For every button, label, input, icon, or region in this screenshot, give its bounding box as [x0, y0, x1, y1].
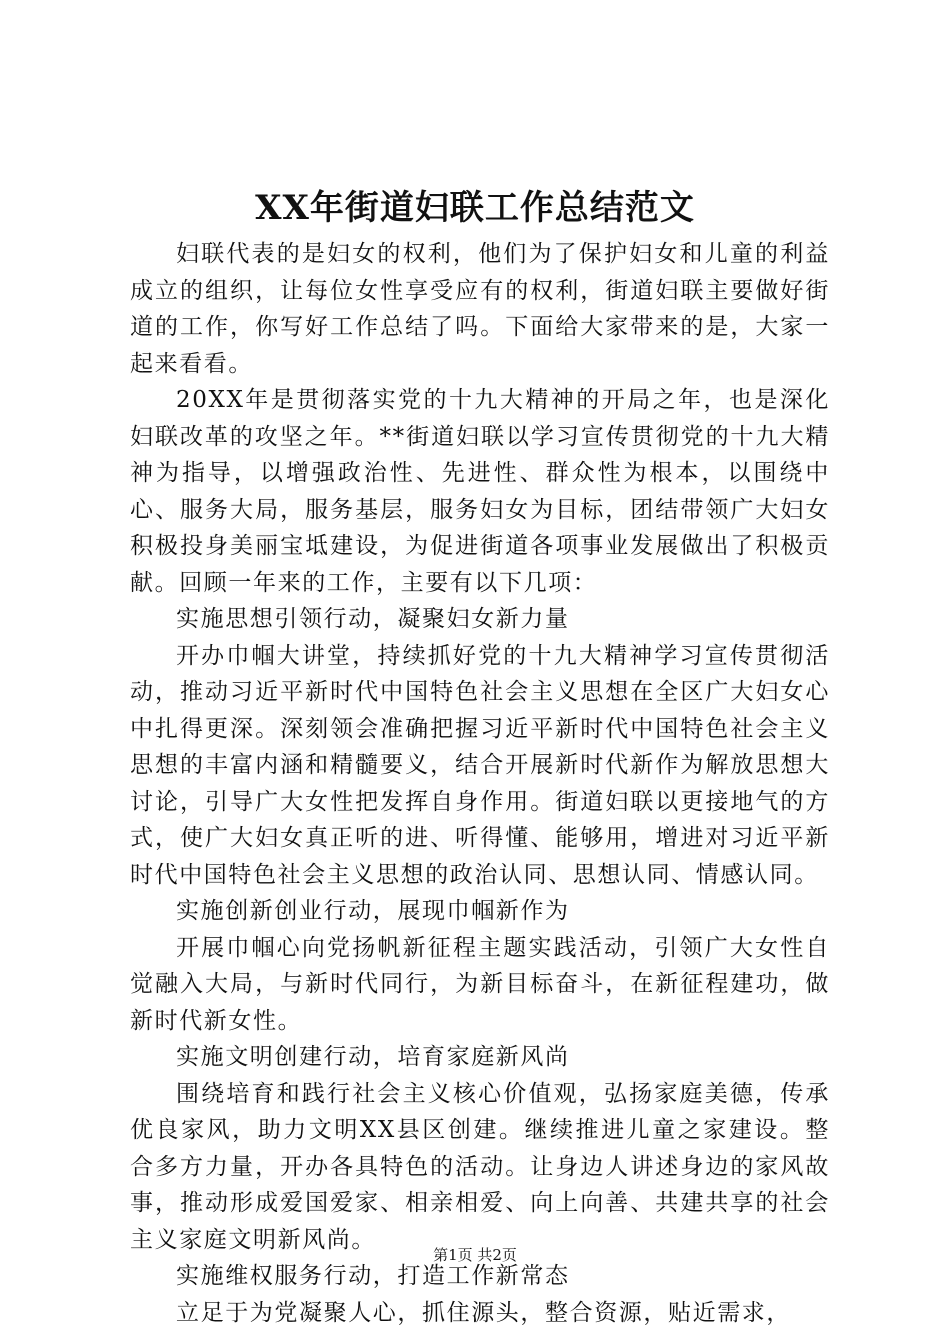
- overview-paragraph: 20XX年是贯彻落实党的十九大精神的开局之年，也是深化妇联改革的攻坚之年。**街道妇联以学习宣传贯彻党的十九大精神为指导，以增强政治性、先进性、群众性为根本，以围绕中心、服务大局，服务基层，服务妇女为目标，团结带领广大妇女积极投身美丽宝坻建设，为促进街道各项事业发展做出了积极贡献。回顾一年来的工作，主要有以下几项：: [130, 387, 830, 596]
- page-number-footer: 第1页 共2页: [433, 1246, 517, 1264]
- section-heading-thought-guidance: 实施思想引领行动，凝聚妇女新力量: [176, 606, 570, 632]
- document-title: XX年街道妇联工作总结范文: [255, 188, 695, 228]
- intro-paragraph: 妇联代表的是妇女的权利，他们为了保护妇女和儿童的利益成立的组织，让每位女性享受应有的权利，街道妇联主要做好街道的工作，你写好工作总结了吗。下面给大家带来的是，大家一起来看看。: [130, 241, 830, 377]
- civilization-paragraph: 围绕培育和践行社会主义核心价值观，弘扬家庭美德，传承优良家风，助力文明XX县区创建。继续推进儿童之家建设。整合多方力量，开办各具特色的活动。让身边人讲述身边的家风故事，推动形成爱国爱家、相亲相爱、向上向善、共建共享的社会主义家庭文明新风尚。: [130, 1080, 830, 1253]
- section-heading-civilization: 实施文明创建行动，培育家庭新风尚: [176, 1044, 570, 1070]
- thought-guidance-paragraph: 开办巾帼大讲堂，持续抓好党的十九大精神学习宣传贯彻活动，推动习近平新时代中国特色社会主义思想在全区广大妇女心中扎得更深。深刻领会准确把握习近平新时代中国特色社会主义思想的丰富内涵和精髓要义，结合开展新时代新作为解放思想大讨论，引导广大女性把发挥自身作用。街道妇联以更接地气的方式，使广大妇女真正听的进、听得懂、能够用，增进对习近平新时代中国特色社会主义思想的政治认同、思想认同、情感认同。: [130, 642, 830, 888]
- section-heading-innovation: 实施创新创业行动，展现巾帼新作为: [176, 898, 570, 924]
- innovation-paragraph: 开展巾帼心向党扬帆新征程主题实践活动，引领广大女性自觉融入大局，与新时代同行，为新目标奋斗，在新征程建功，做新时代新女性。: [130, 934, 830, 1034]
- rights-service-paragraph: 立足于为党凝聚人心，抓住源头，整合资源，贴近需求，: [176, 1299, 791, 1326]
- document-body: [130, 236, 830, 1331]
- section-heading-rights-service: 实施维权服务行动，打造工作新常态: [176, 1263, 570, 1289]
